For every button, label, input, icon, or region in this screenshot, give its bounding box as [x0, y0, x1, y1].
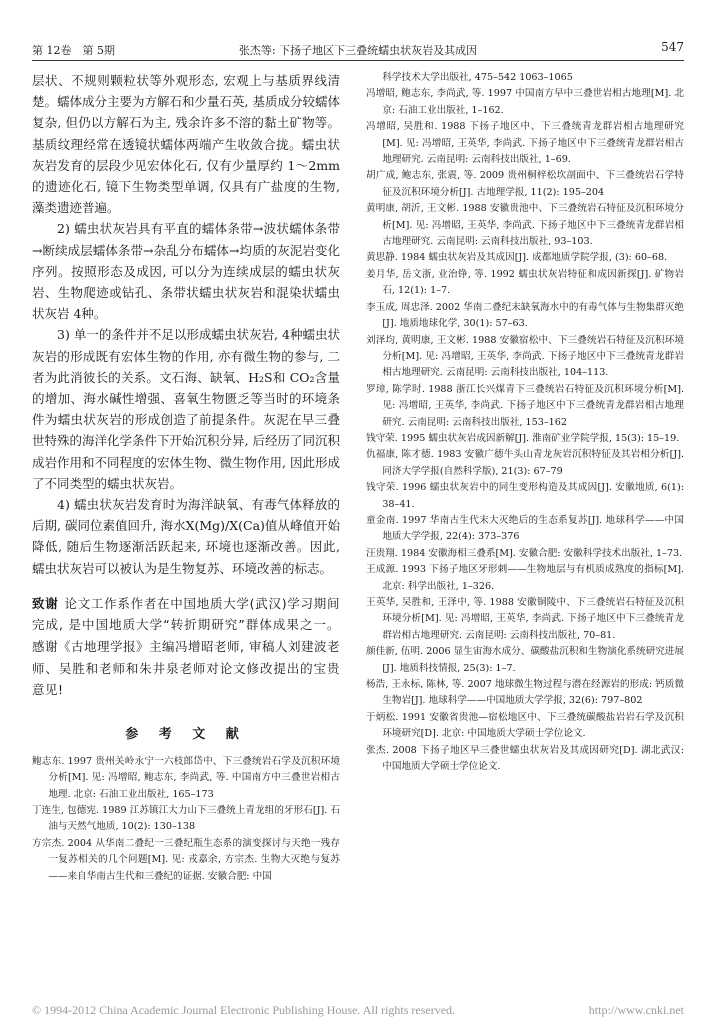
conclusions-text	[32, 70, 340, 579]
references-list-left	[32, 754, 340, 885]
reference-item: 胡广成, 鲍志东, 张震, 等. 2009 贵州桐梓松坎剖面中、下三叠统岩石学特征及沉积环境分析[J]. 古地理学报, 11(2): 195–204	[366, 170, 684, 198]
reference-item: 汪贵翔. 1984 安徽海相三叠系[M]. 安徽合肥: 安徽科学技术出版社, 1–73.	[366, 547, 683, 559]
reference-item: 杨浩, 王永标, 陈林, 等. 2007 地球微生物过程与潜在经源岩的形成: 钙质微生物岩[J]. 地球科学——中国地质大学学报, 32(6): 797–802	[366, 679, 684, 707]
reference-item: 王成源. 1993 下扬子地区牙形刺——生物地层与有机质成熟度的指标[M]. 北京: 科学出版社, 1–326.	[366, 564, 684, 592]
left-column	[32, 70, 340, 970]
reference-item: 于炳松. 1991 安徽省贵池—宿松地区中、下三叠统碳酸盐岩岩石学及沉积环境研究[D]. 北京: 中国地质大学硕士学位论文.	[366, 711, 684, 740]
reference-item: 方宗杰. 2004 从华南二叠纪一三叠纪瓶生态系的演变探讨与天绝一残存一复苏相关的几个问题[M]. 见: 戎嘉余, 方宗杰. 生物大灭绝与复苏——来自华南古生代和三叠纪的证据. 安徽合肥: 中国	[32, 837, 340, 882]
running-header	[32, 40, 684, 58]
reference-item: 仇福康, 陈才德. 1983 安徽广德牛头山青龙灰岩沉积特征及其岩相分析[J]. 同济大学学报(自然科学版), 21(3): 67–79	[366, 449, 684, 477]
running-title: 张杰等: 下扬子地区下三叠统蠕虫状灰岩及其成因	[238, 44, 478, 57]
copyright-notice: © 1994-2012 China Academic Journal Electronic Publishing House. All rights reserved.	[32, 1003, 456, 1017]
acknowledgement-text: 论文工作系作者在中国地质大学(武汉)学习期间完成, 是中国地质大学“转折期研究”群体成果之一。感谢《古地理学报》主编冯增昭老师, 审稿人刘建波老师、吴胜和老师和朱井泉老师对论文修改提出的宝贵意见!	[32, 595, 340, 698]
paragraph: 层状、不规则颗粒状等外观形态, 宏观上与基质界线清楚。蠕体成分主要为方解石和少量石英, 基质成分较蠕体复杂, 但仍以方解石为主, 残余许多不溶的黏土矿物等。基质纹理经常在透镜状蠕体两端产生收敛合拢。蠕虫状灰岩发育的层段少见宏体化石, 仅有少量厚约 1～2mm的遗迹化石, 镜下生物类型单调, 仅具有广盐度的生物, 藻类遗迹普遍。	[32, 73, 340, 216]
paragraph: 3) 单一的条件并不足以形成蠕虫状灰岩, 4种蠕虫状灰岩的形成既有宏体生物的作用, 亦有微生物的参与, 二者为此消彼长的关系。文石海、缺氧、H₂S和 CO₂含量的增加、海水碱性增强、喜氧生物匮乏等当时的环境条件为蠕虫状灰岩的形成创造了前提条件。灰泥在早三叠世特殊的海洋化学条件下开始沉积分异, 后经历了同沉积成岩作用和不同程度的宏体生物、微生物作用, 因此形成了不同类型的蠕虫状灰岩。	[32, 327, 340, 491]
reference-item: 黄明康, 胡沂, 王文彬. 1988 安徽贵池中、下三叠统岩石特征及沉积环境分析[M]. 见: 冯增昭, 王英华, 李尚武. 下扬子地区中下三叠统青龙群岩相古地理研究. 云南昆明: 云南科技出版社, 93–103.	[366, 203, 684, 248]
reference-item: 钱守荣. 1995 蠕虫状灰岩成因新解[J]. 淮南矿业学院学报, 15(3): 15–19.	[366, 432, 680, 444]
reference-item: 罗璋, 陈学时. 1988 浙江长兴煤青下三叠统岩石特征及沉积环境分析[M]. 见: 冯增昭, 王英华, 李尚武. 下扬子地区中下三叠统青龙群岩相古地理研究. 云南昆明: 云南科技出版社, 153–162	[366, 383, 684, 428]
page-number: 547	[661, 40, 684, 54]
paragraph: 2) 蠕虫状灰岩具有平直的蠕体条带→波状蠕体条带→断续成层蠕体条带→杂乱分布蠕体→均质的灰泥岩变化序列。按照形态及成因, 可以分为连续成层的蠕虫状灰岩、生物爬迹或钻孔、条带状蠕虫状灰岩和混染状蠕虫状灰岩 4种。	[32, 221, 340, 322]
reference-item: 颜佳新, 伍明. 2006 显生宙海水成分、碳酸盐沉积和生物演化系统研究进展[J]. 地质科技情报, 25(3): 1–7.	[366, 646, 684, 674]
reference-item: 丁连生, 包德宪. 1989 江苏镇江大力山下三叠统上青龙组的牙形石[J]. 石油与天然气地质, 10(2): 130–138	[32, 805, 340, 833]
paragraph: 4) 蠕虫状灰岩发育时为海洋缺氧、有毒气体释放的后期, 碳同位素值回升, 海水X(Mg)/X(Ca)值从峰值开始降低, 随后生物逐渐活跃起来, 环境也逐渐改善。因此, 蠕虫状灰岩可以被认为是生物复苏、环境改善的标志。	[32, 497, 340, 576]
reference-item: 童金南. 1997 华南古生代末大灭绝后的生态系复苏[J]. 地球科学——中国地质大学学报, 22(4): 373–376	[366, 514, 684, 543]
reference-item: 冯增昭, 鲍志东, 李尚武, 等. 1997 中国南方早中三叠世岩相古地理[M]. 北京: 石油工业出版社, 1–162.	[366, 88, 684, 116]
reference-item: 钱守荣. 1996 蠕虫状灰岩中的同生变形构造及其成因[J]. 安徽地质, 6(1): 38–41.	[366, 482, 684, 510]
reference-item: 李玉成, 周忠泽. 2002 华南二叠纪末缺氧海水中的有毒气体与生物集群灭绝[J]. 地质地球化学, 30(1): 57–63.	[366, 301, 684, 330]
volume-issue: 第 12卷 第 5期	[32, 44, 115, 57]
acknowledgement	[32, 593, 340, 701]
reference-item: 科学技术大学出版社, 475–542 1063–1065	[382, 72, 573, 83]
references-list-right	[366, 70, 684, 775]
reference-item: 张杰. 2008 下扬子地区早三叠世蠕虫状灰岩及其成因研究[D]. 湖北武汉: 中国地质大学硕士学位论文.	[366, 744, 684, 773]
references-title: 参 考 文 献	[125, 726, 247, 742]
acknowledgement-heading: 致谢	[32, 595, 59, 611]
reference-item: 冯增昭, 吴胜和. 1988 下扬子地区中、下三叠统青龙群岩相古地理研究[M]. 见: 冯增昭, 王英华, 李尚武. 下扬子地区中下三叠统青龙群岩相古地理研究. 云南昆明: 云南科技出版社, 1–69.	[366, 121, 684, 166]
reference-item: 姜月华, 岳文浙, 业治铮, 等. 1992 蠕虫状灰岩特征和成因新探[J]. 矿物岩石, 12(1): 1–7.	[366, 268, 684, 297]
reference-item: 黄思静. 1984 蠕虫状灰岩及其成因[J]. 成都地质学院学报, (3): 60–68.	[366, 252, 668, 264]
reference-item: 鲍志东. 1997 贵州关岭永宁一六枝郎岱中、下三叠统岩石学及沉积环境分析[M]. 见: 冯增昭, 鲍志东, 李尚武, 等. 中国南方中三叠世岩相古地理. 北京: 石油工业出版社, 165–173	[32, 755, 340, 800]
reference-item: 刘泽均, 黄明康, 王文彬. 1988 安徽宿松中、下三叠统岩石特征及沉积环境分析[M]. 见: 冯增昭, 王英华, 李尚武. 下扬子地区中下三叠统青龙群岩相古地理研究. 云南昆明: 云南科技出版社, 104–113.	[366, 334, 684, 379]
footer-link[interactable]: http://www.cnki.net	[588, 1003, 684, 1017]
header-rule	[32, 60, 684, 61]
right-column	[366, 70, 684, 970]
reference-item: 王英华, 吴胜和, 王泽中, 等. 1988 安徽铜陵中、下三叠统岩石特征及沉积环境分析[M]. 见: 冯增昭, 王英华, 李尚武. 下扬子地区中下三叠统青龙群岩相古地理研究. 云南昆明: 云南科技出版社, 70–81.	[366, 597, 684, 641]
